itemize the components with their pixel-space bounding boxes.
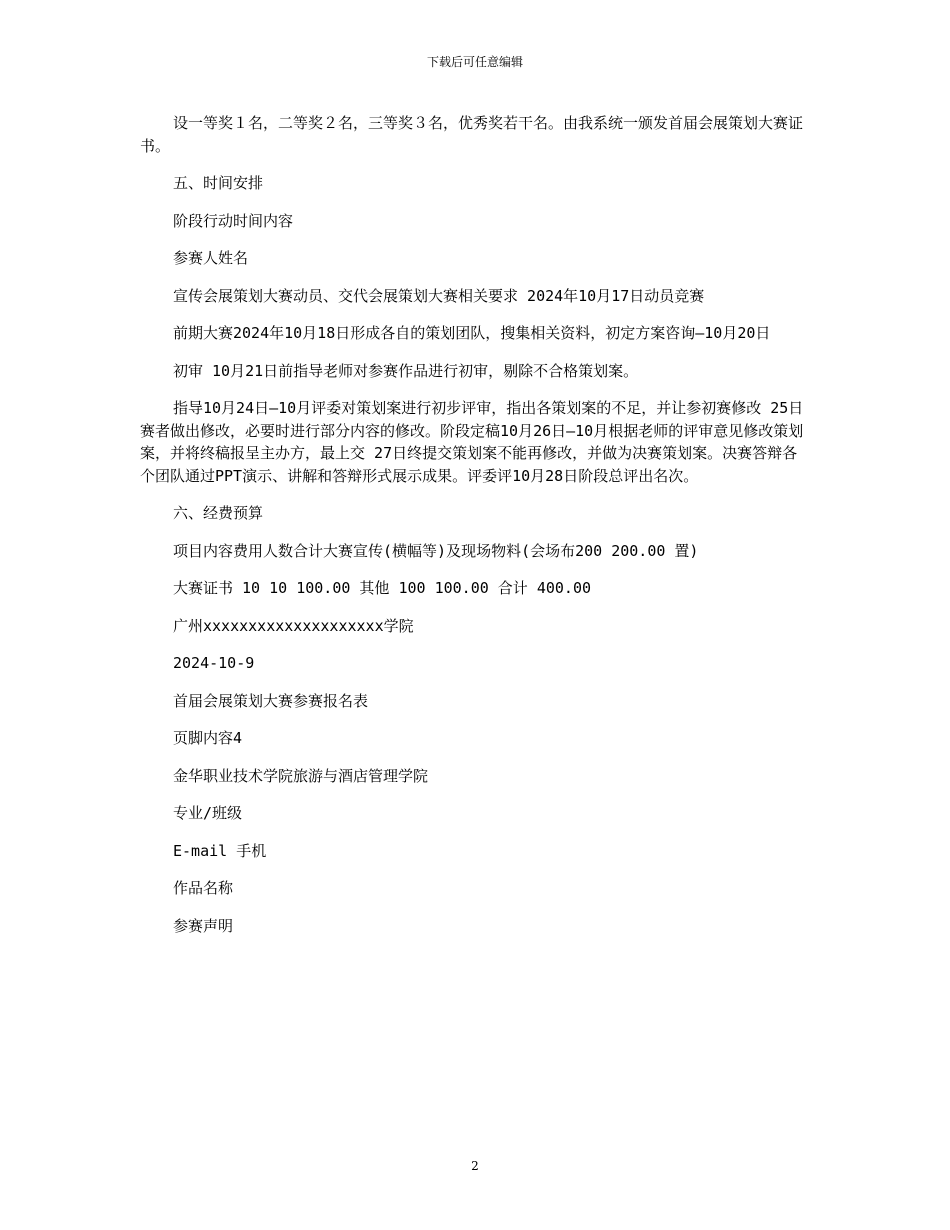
paragraph-institution: 广州xxxxxxxxxxxxxxxxxxxx学院 xyxy=(173,616,414,635)
paragraph-guidance-final: 指导10月24日—10月评委对策划案进行初步评审，指出各策划案的不足，并让参初赛修改 25日赛者做出修改，必要时进行部分内容的修改。阶段定稿10月26日—10月根据老师的评审意见修改策划案，并将终稿报呈主办方，最上交 27日终提交策划案不能再修改，并做为决赛策划案。决赛答辩各个团队通过PPT演示、讲解和答辩形式展示成果。评委评10月28日阶段总评出名次。 xyxy=(140,399,804,485)
paragraph-college: 金华职业技术学院旅游与酒店管理学院 xyxy=(173,766,429,785)
paragraph-form-title: 首届会展策划大赛参赛报名表 xyxy=(173,691,369,710)
paragraph-major-class: 专业/班级 xyxy=(173,804,243,822)
paragraph-work-title: 作品名称 xyxy=(173,879,234,897)
paragraph-awards: 设一等奖１名，二等奖２名，三等奖３名，优秀奖若干名。由我系统一颁发首届会展策划大赛证书。 xyxy=(140,114,804,155)
paragraph-email-phone: E-mail 手机 xyxy=(173,841,267,860)
paragraph-budget-items: 项目内容费用人数合计大赛宣传(横幅等)及现场物料(会场布200 200.00 置) xyxy=(173,541,699,560)
section-heading-schedule: 五、时间安排 xyxy=(173,174,264,192)
section-heading-budget: 六、经费预算 xyxy=(173,504,264,522)
page-header: 下载后可任意编辑 xyxy=(426,55,523,69)
paragraph-budget-totals: 大赛证书 10 10 100.00 其他 100 100.00 合计 400.00 xyxy=(173,579,592,597)
paragraph-participant-name: 参赛人姓名 xyxy=(173,249,249,267)
paragraph-preliminary: 前期大赛2024年10月18日形成各自的策划团队，搜集相关资料，初定方案咨询—10月20日 xyxy=(173,324,771,342)
paragraph-footer-content: 页脚内容4 xyxy=(173,729,243,747)
paragraph-date: 2024-10-9 xyxy=(173,654,255,672)
paragraph-first-review: 初审 10月21日前指导老师对参赛作品进行初审，剔除不合格策划案。 xyxy=(173,361,639,380)
page-number: 2 xyxy=(471,1159,479,1173)
paragraph-schedule-columns: 阶段行动时间内容 xyxy=(173,211,294,230)
paragraph-mobilization: 宣传会展策划大赛动员、交代会展策划大赛相关要求 2024年10月17日动员竞赛 xyxy=(173,286,705,305)
paragraph-declaration: 参赛声明 xyxy=(173,916,234,935)
document-body xyxy=(140,112,810,952)
